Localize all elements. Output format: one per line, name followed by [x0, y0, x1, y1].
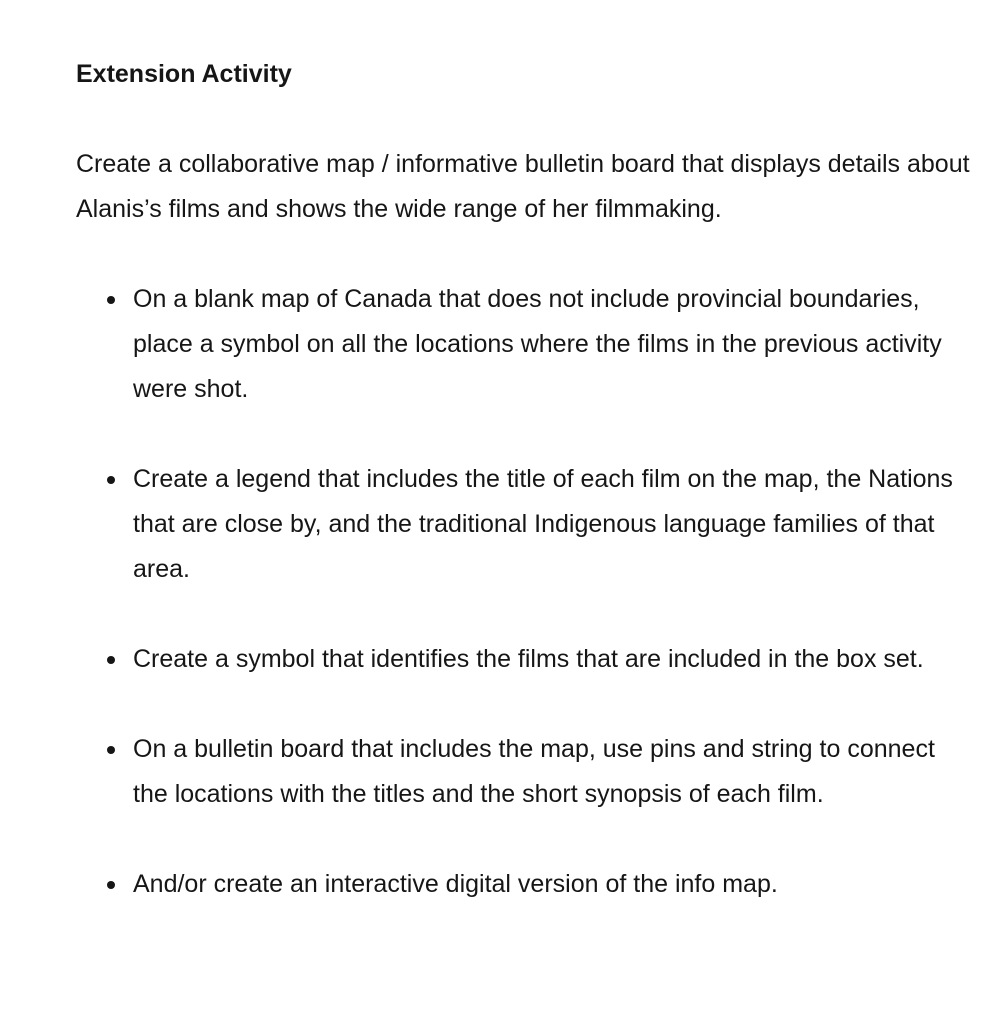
section-heading: Extension Activity	[76, 60, 292, 88]
bullet-icon	[107, 656, 115, 664]
activity-list	[76, 277, 976, 907]
bullet-icon	[107, 476, 115, 484]
list-item	[76, 457, 976, 592]
bullet-icon	[107, 296, 115, 304]
list-item-text: Create a symbol that identifies the films that are included in the box set.	[133, 645, 924, 673]
list-item-text: On a bulletin board that includes the map, use pins and string to connect the locations with the titles and the short synopsis of each film.	[133, 735, 935, 808]
list-item	[76, 277, 976, 412]
intro-paragraph: Create a collaborative map / informative bulletin board that displays details about Alanis’s films and shows the wide range of her filmmaking.	[76, 150, 970, 223]
list-item-text: Create a legend that includes the title of each film on the map, the Nations that are close by, and the traditional Indigenous language families of that area.	[133, 465, 953, 583]
bullet-icon	[107, 746, 115, 754]
list-item-text: And/or create an interactive digital version of the info map.	[133, 870, 778, 898]
extension-activity-section	[76, 52, 976, 952]
list-item-text: On a blank map of Canada that does not include provincial boundaries, place a symbol on all the locations where the films in the previous activity were shot.	[133, 285, 942, 403]
list-item	[76, 727, 976, 817]
list-item	[76, 637, 976, 682]
list-item	[76, 862, 976, 907]
bullet-icon	[107, 881, 115, 889]
